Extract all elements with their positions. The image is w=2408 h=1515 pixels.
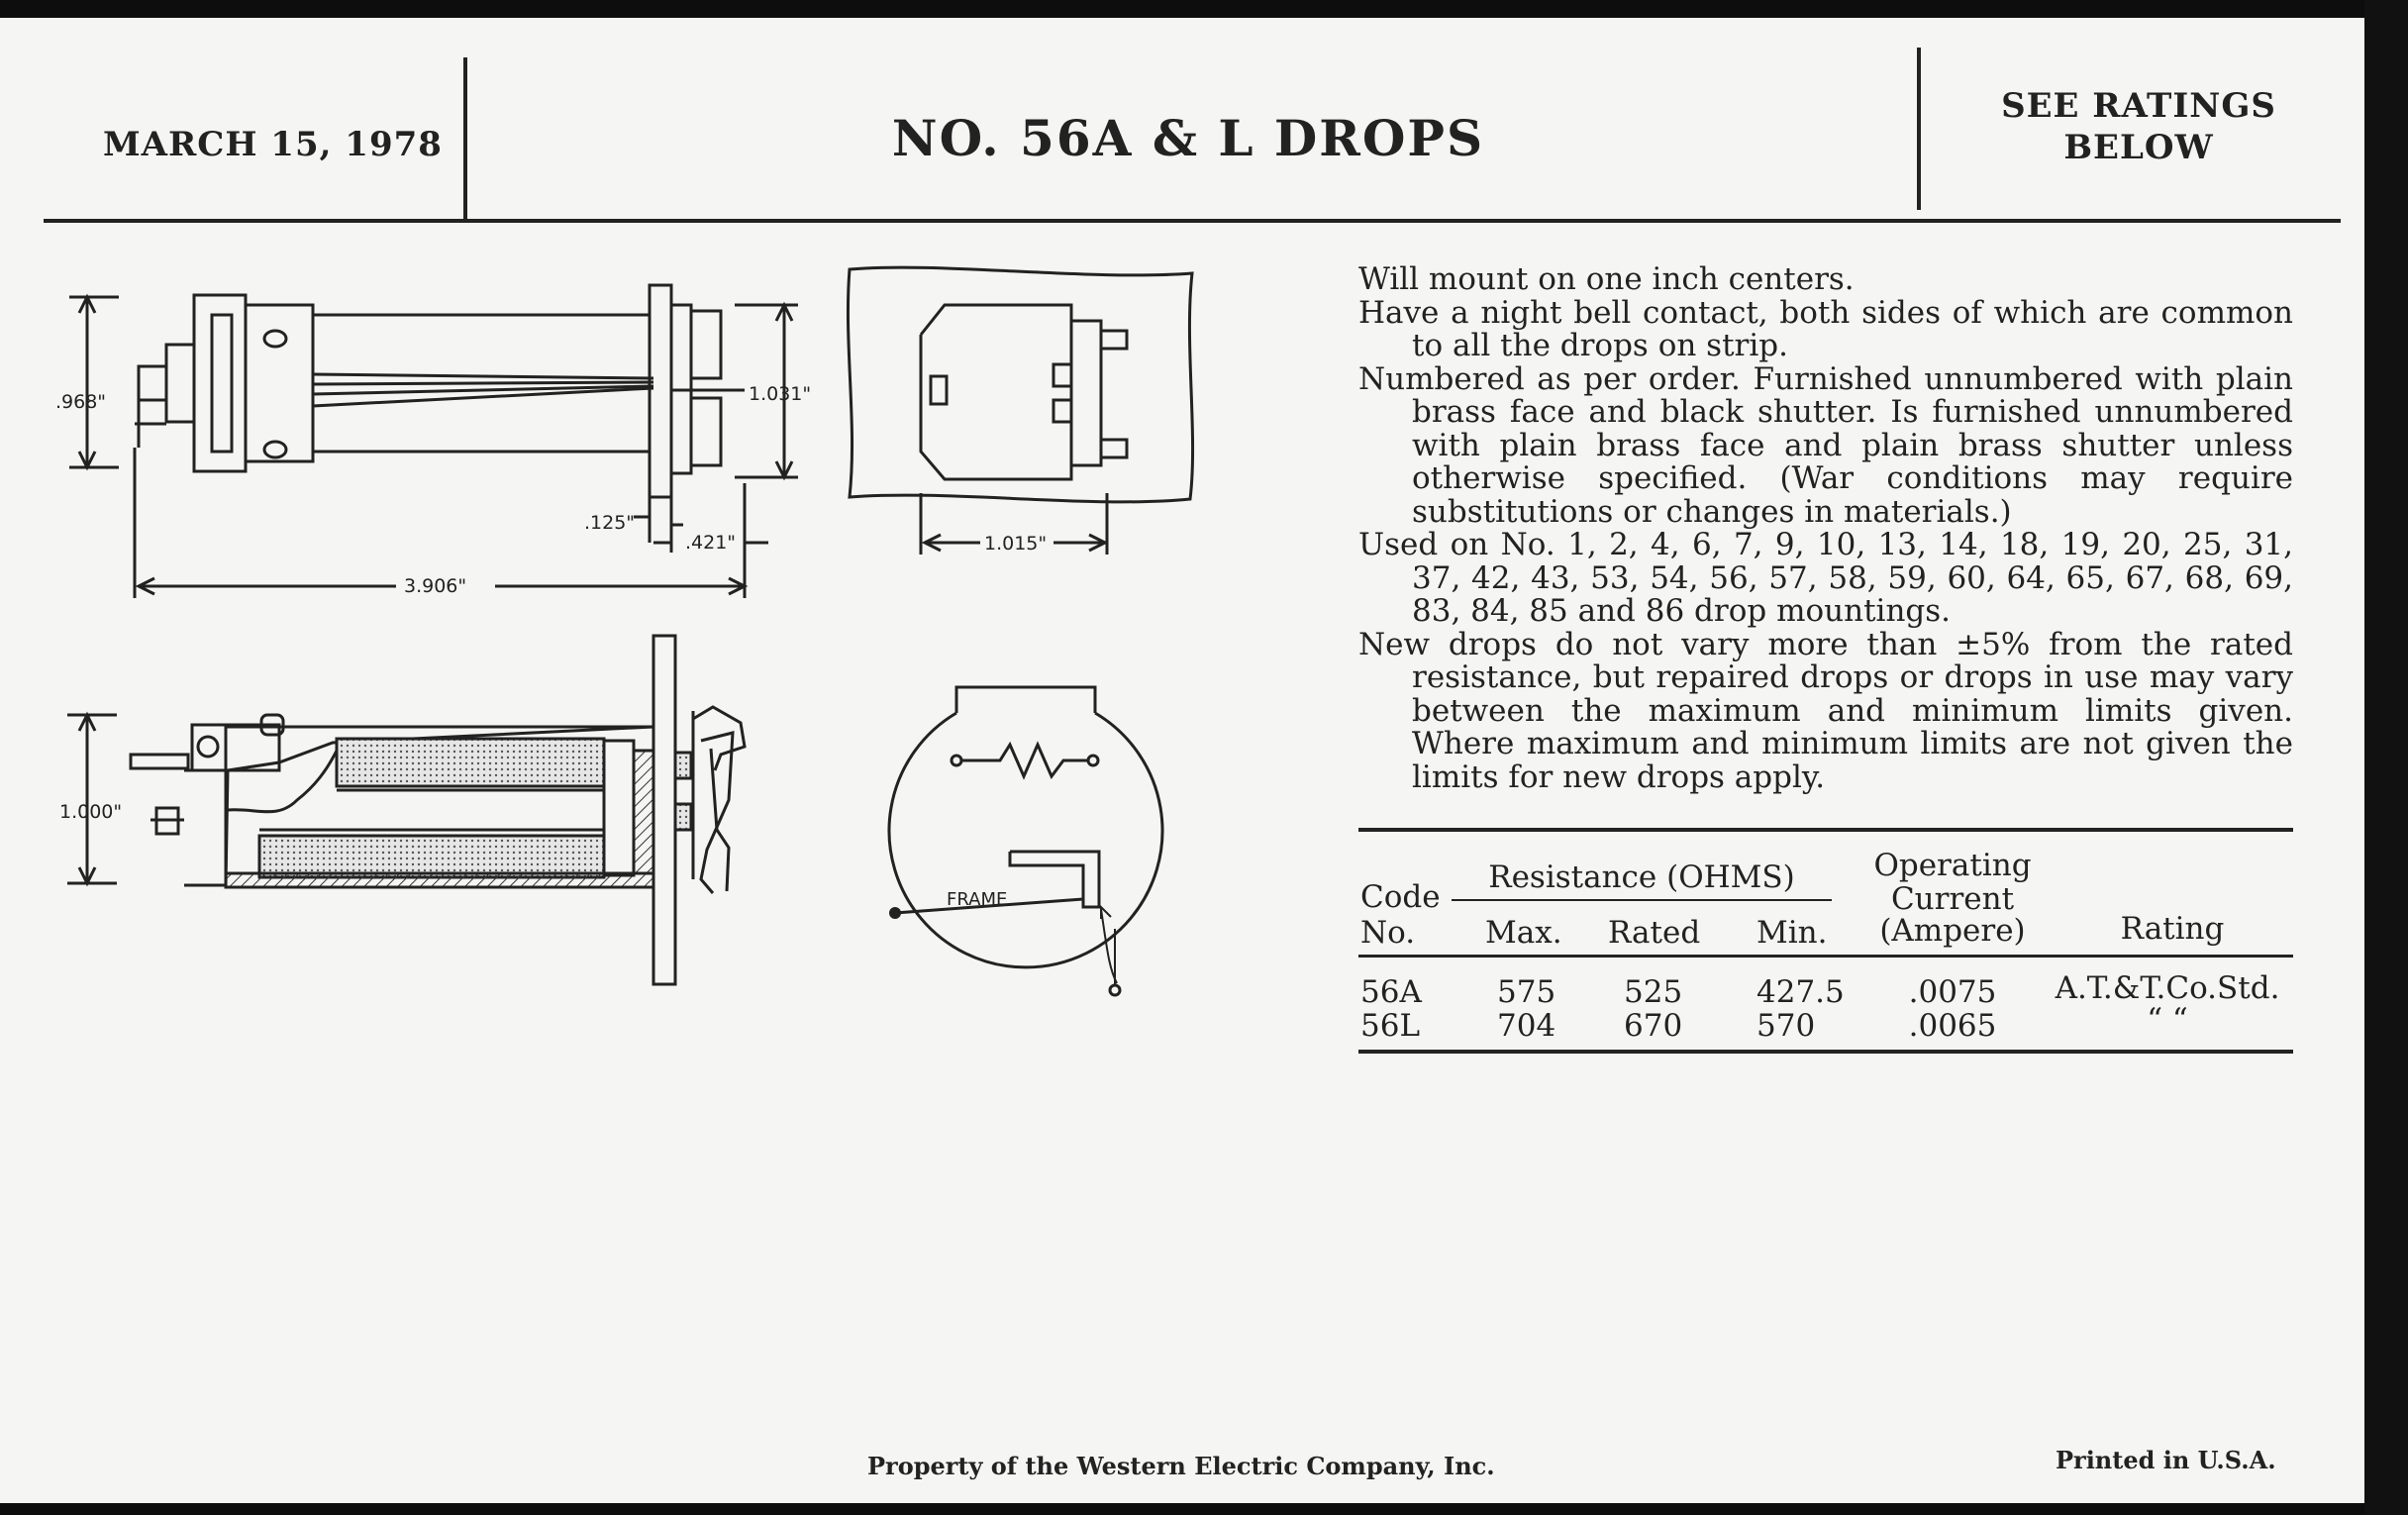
row-rating: A.T.&T.Co.Std. <box>2055 970 2280 1006</box>
ratings-note-line2: BELOW <box>2063 128 2214 167</box>
row-rating: “ “ <box>2147 1002 2188 1038</box>
code-header: Code <box>1360 879 1441 915</box>
spec-card <box>0 18 2364 1503</box>
dim-width-label: 1.015" <box>984 533 1048 555</box>
issue-date: MARCH 15, 1978 <box>103 125 443 164</box>
table-bottom-rule <box>1358 1050 2293 1054</box>
front-view-drawing <box>848 267 1192 555</box>
side-section-drawing <box>67 636 745 984</box>
current-header-line1: Operating <box>1873 848 2032 883</box>
dim-height-label: .968" <box>55 391 107 413</box>
header-divider-right <box>1917 48 1921 210</box>
technical-drawings <box>0 18 1317 1305</box>
row-max: 704 <box>1497 1008 1556 1044</box>
dim-a-label: .125" <box>584 512 636 534</box>
description-text <box>1358 263 2293 794</box>
page-title: NO. 56A & L DROPS <box>891 109 1485 167</box>
max-header: Max. <box>1485 915 1562 951</box>
row-code: 56A <box>1360 974 1422 1010</box>
row-min: 427.5 <box>1756 974 1845 1010</box>
table-header-rule <box>1358 955 2293 958</box>
ratings-note <box>1941 85 2337 168</box>
frame-terminal-dot <box>889 907 901 919</box>
description-paragraph: New drops do not vary more than ±5% from the rated resistance, but repaired drops or drops in use may vary between the maximum and minimum limits given. Where maximum and minimum limits are not given the limits for new drops apply. <box>1358 626 2293 795</box>
row-code: 56L <box>1360 1008 1421 1044</box>
min-header: Min. <box>1756 915 1828 951</box>
scan-edge <box>2364 0 2408 1515</box>
frame-label: FRAME <box>947 889 1008 910</box>
code-header-line2: No. <box>1360 915 1416 951</box>
description-paragraph: Numbered as per order. Furnished unnumbered with plain brass face and black shutter. Is furnished unnumbered with plain brass face and plain brass shutter unless otherwise specified. (War conditions may require substitutions or changes in materials.) <box>1358 360 2293 530</box>
dim-length-label: 3.906" <box>404 575 467 597</box>
row-rated: 670 <box>1624 1008 1683 1044</box>
row-max: 575 <box>1497 974 1556 1010</box>
dim-b-label: .421" <box>685 532 737 554</box>
property-notice: Property of the Western Electric Company, Inc. <box>867 1452 1495 1480</box>
description-paragraph: Used on No. 1, 2, 4, 6, 7, 9, 10, 13, 14, 18, 19, 20, 25, 31, 37, 42, 43, 53, 54, 56, 57, 58, 59, 60, 64, 65, 67, 68, 69, 83, 84, 85 and 86 drop mountings. <box>1358 527 2293 629</box>
rating-header: Rating <box>2120 911 2225 947</box>
row-min: 570 <box>1756 1008 1816 1044</box>
top-view-dimensions <box>55 383 811 597</box>
dim-side-height-label: 1.000" <box>59 801 123 823</box>
current-header-line3: (Ampere) <box>1879 913 2026 949</box>
schematic-drawing <box>889 687 1162 995</box>
row-current: .0065 <box>1908 1008 1997 1044</box>
table-top-rule <box>1358 828 2293 832</box>
current-header-line2: Current <box>1890 881 2015 917</box>
printed-notice: Printed in U.S.A. <box>2056 1446 2276 1474</box>
description-paragraph: Have a night bell contact, both sides of which are common to all the drops on strip. <box>1358 294 2293 363</box>
row-rated: 525 <box>1624 974 1683 1010</box>
dim-flange-label: 1.031" <box>749 383 812 405</box>
resistance-header-rule <box>1452 899 1832 901</box>
rated-header: Rated <box>1608 915 1701 951</box>
resistance-header: Resistance (OHMS) <box>1488 859 1795 895</box>
row-current: .0075 <box>1908 974 1997 1010</box>
ratings-note-line1: SEE RATINGS <box>2001 86 2276 126</box>
description-paragraph: Will mount on one inch centers. <box>1358 261 1855 297</box>
